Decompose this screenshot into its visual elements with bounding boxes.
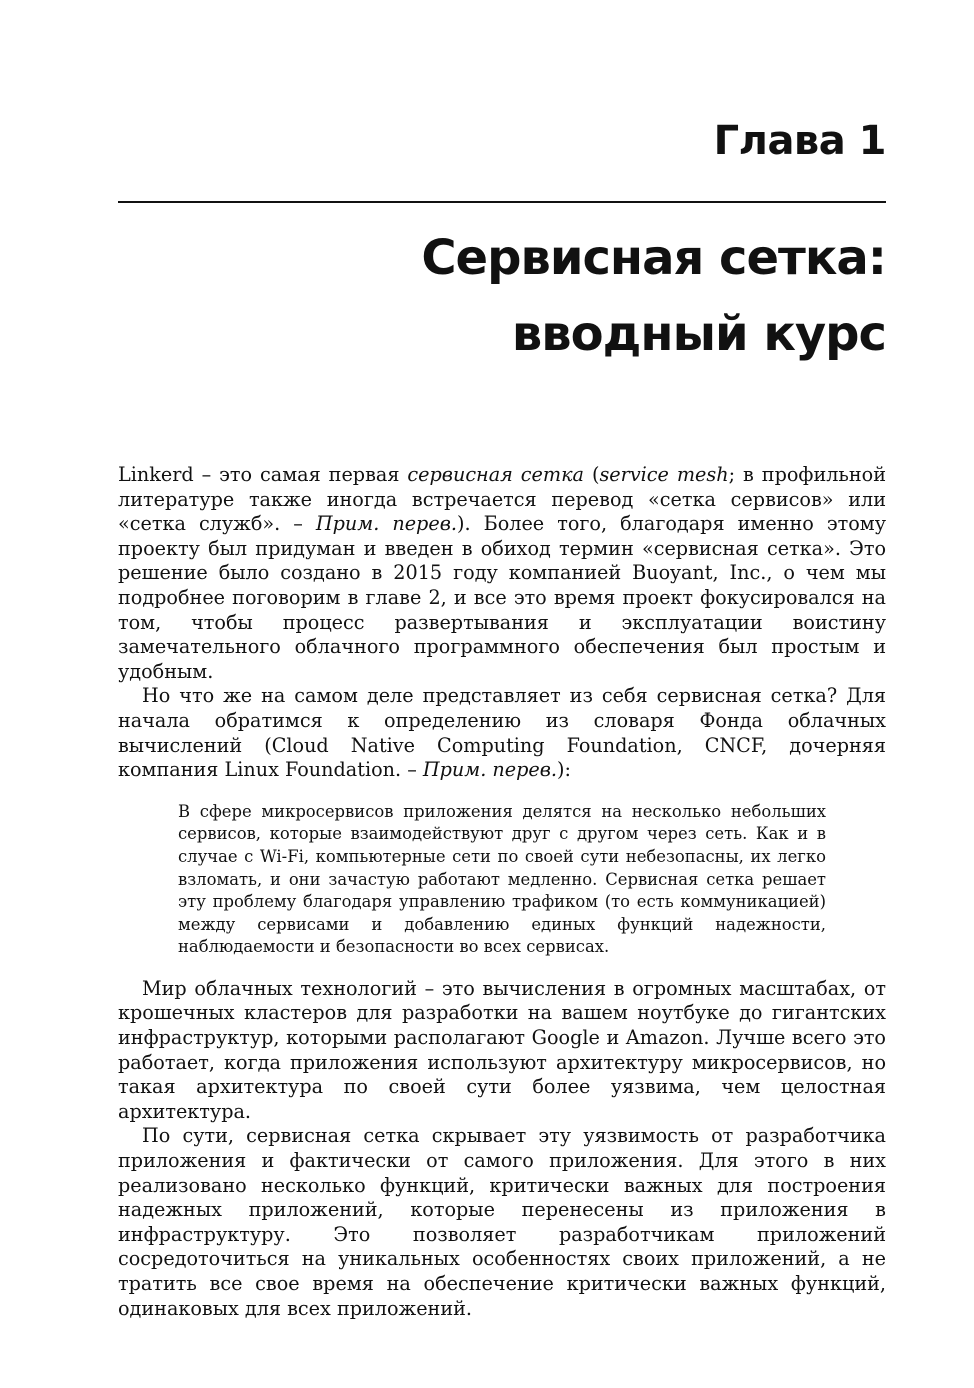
chapter-title-line-1: Сервисная сетка: (421, 230, 886, 286)
chapter-title (421, 220, 886, 372)
term-service-mesh-en: service mesh (599, 463, 729, 486)
paragraph-3: Мир облачных технологий – это вычисления в огромных масштабах, от крошечных кластеров для разработки на вашем ноутбуке до гигантских инфраструктур, которыми располагают Google и Amazon. Лучше всего это работает, когда приложения используют архитектуру микросервисов, но такая архитектура по своей сути более уязвима, чем целостная архитектура. (118, 976, 886, 1123)
paragraph-1-text: Linkerd – это самая первая (118, 463, 408, 486)
paragraph-1-text: ( (584, 463, 600, 486)
paragraph-1-text: ; в профильной литературе также иногда встречается перевод «сетка сервисов» или «сетка служб». – (118, 463, 886, 536)
term-service-mesh-ru: сервисная сетка (407, 463, 584, 486)
translator-note: Прим. перев. (315, 512, 457, 536)
chapter-rule (118, 201, 886, 203)
translator-note: Прим. перев. (422, 758, 558, 782)
chapter-title-line-2: вводный курс (511, 306, 886, 362)
paragraph-1 (118, 463, 886, 684)
paragraph-1-text: ). Более того, благодаря именно этому проекту был придуман и введен в обиход термин «сервисная сетка». Это решение было создано в 2015 году компанией Buoyant, Inc., о чем мы подробнее поговорим в главе 2, и все это время проект фокусировался на том, чтобы процесс развертывания и эксплуатации воистину замечательного облачного программного обеспечения был простым и удобным. (118, 512, 886, 683)
paragraph-2 (118, 684, 886, 782)
body-text (118, 463, 886, 1321)
chapter-label: Глава 1 (713, 118, 886, 164)
paragraph-4: По сути, сервисная сетка скрывает эту уязвимость от разработчика приложения и фактически от самого приложения. Для этого в них реализовано несколько функций, критически важных для построения надежных приложений, которые перенесены из приложения в инфраструктуру. Это позволяет разработчикам приложений сосредоточиться на уникальных особенностях своих приложений, а не тратить все свое время на обеспечение критически важных функций, одинаковых для всех приложений. (118, 1124, 886, 1320)
paragraph-2-text: ): (557, 758, 571, 782)
cncf-definition-quote: В сфере микросервисов приложения делятся на несколько небольших сервисов, которые взаимодействуют друг с другом через сеть. Как и в случае с Wi-Fi, компьютерные сети по своей сути небезопасны, их легко взломать, и они зачастую работают медленно. Сервисная сетка решает эту проблему благодаря управлению трафиком (то есть коммуникацией) между сервисами и добавлению единых функций надежности, наблюдаемости и безопасности во всех сервисах. (178, 801, 826, 957)
paragraph-2-text: Но что же на самом деле представляет из себя сервисная сетка? Для начала обратимся к определению из словаря Фонда облачных вычислений (Cloud Native Computing Foundation, CNCF, дочерняя компания Linux Foundation. – (118, 684, 886, 782)
